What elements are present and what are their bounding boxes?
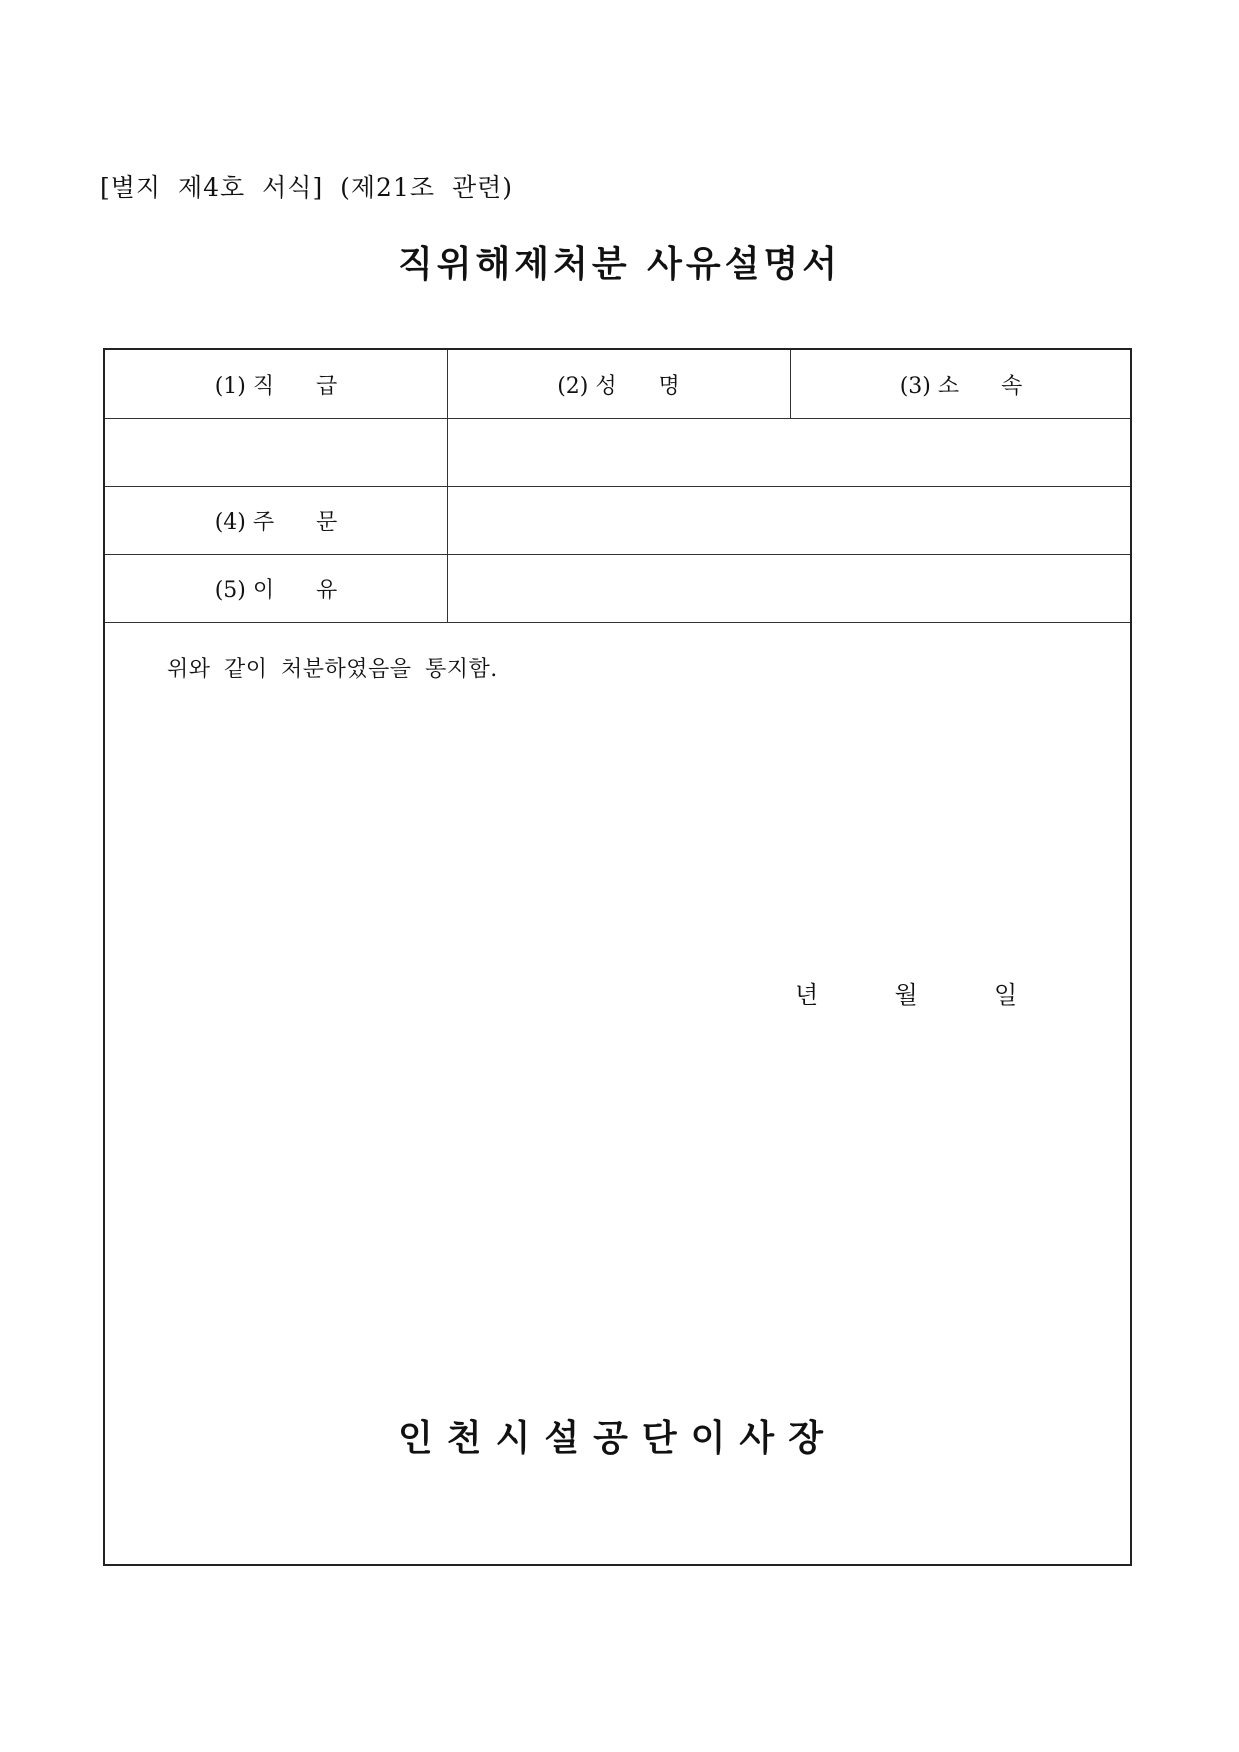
row-divider (105, 622, 1130, 623)
reason-field[interactable] (447, 554, 1132, 622)
name-label: (2) 성 명 (557, 373, 680, 399)
order-label: (4) 주 문 (214, 509, 338, 535)
date-line: 년 월 일 (795, 981, 1018, 1009)
form-table (103, 348, 1132, 1566)
name-affiliation-field[interactable] (447, 418, 1132, 486)
reason-label: (5) 이 유 (214, 577, 338, 603)
rank-field[interactable] (105, 418, 447, 486)
rank-label: (1) 직 급 (214, 373, 338, 399)
affiliation-label: (3) 소 속 (899, 373, 1023, 399)
notice-text: 위와 같이 처분하였음을 통지함. (167, 657, 498, 682)
order-field[interactable] (447, 486, 1132, 554)
document-title: 직위해제처분 사유설명서 (397, 243, 842, 285)
form-reference: [별지 제4호 서식] (제21조 관련) (100, 173, 514, 202)
issuer-signature: 인천시설공단이사장 (398, 1417, 837, 1459)
